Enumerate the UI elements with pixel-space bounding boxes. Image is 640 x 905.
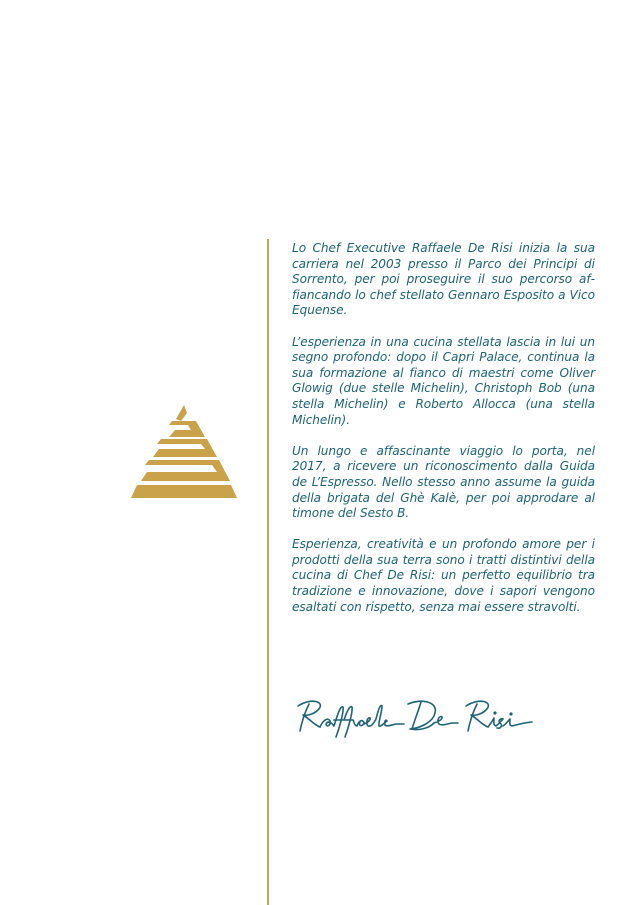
bio-paragraph-2: L’esperienza in una cucina stellata lascia in lui un segno profondo: dopo il Capri Palace, continua la sua formazione al fianco di maestri come Oliver Glowig (due stelle Michelin), Christoph Bob (una stella Michelin) e Roberto Allocca (una stella Michelin). <box>292 334 595 427</box>
logo-step-1 <box>169 421 205 437</box>
chef-bio <box>292 241 595 631</box>
bio-paragraph-4: Esperienza, creatività e un profondo amore per i prodotti della sua terra sono i tratti distintivi della cucina di Chef De Risi: un perfetto equilibrio tra tradizione e innovazione, dove i sapori vengono esaltati con rispetto, senza mai essere stravolti. <box>292 537 595 614</box>
bio-paragraph-1: Lo Chef Executive Raffaele De Risi inizia la sua carriera nel 2003 presso il Parco dei Principi di Sorrento, per poi proseguire il suo percorso affiancando lo chef stellato Gennaro Esposito a Vico Equense. <box>292 241 595 318</box>
stepped-triangle-logo-icon <box>131 405 237 499</box>
logo-step-2 <box>153 439 217 457</box>
chef-signature <box>292 693 544 741</box>
bio-paragraph-3: Un lungo e affascinante viaggio lo porta, nel 2017, a ricevere un riconoscimento dalla Guida de L’Espresso. Nello stesso anno assume la guida della brigata del Ghè Kalè, per poi approdare al timone del Sesto B. <box>292 443 595 521</box>
vertical-divider <box>267 239 269 905</box>
logo-base <box>131 485 237 498</box>
logo-step-3 <box>141 460 230 481</box>
logo-apex <box>176 405 187 421</box>
